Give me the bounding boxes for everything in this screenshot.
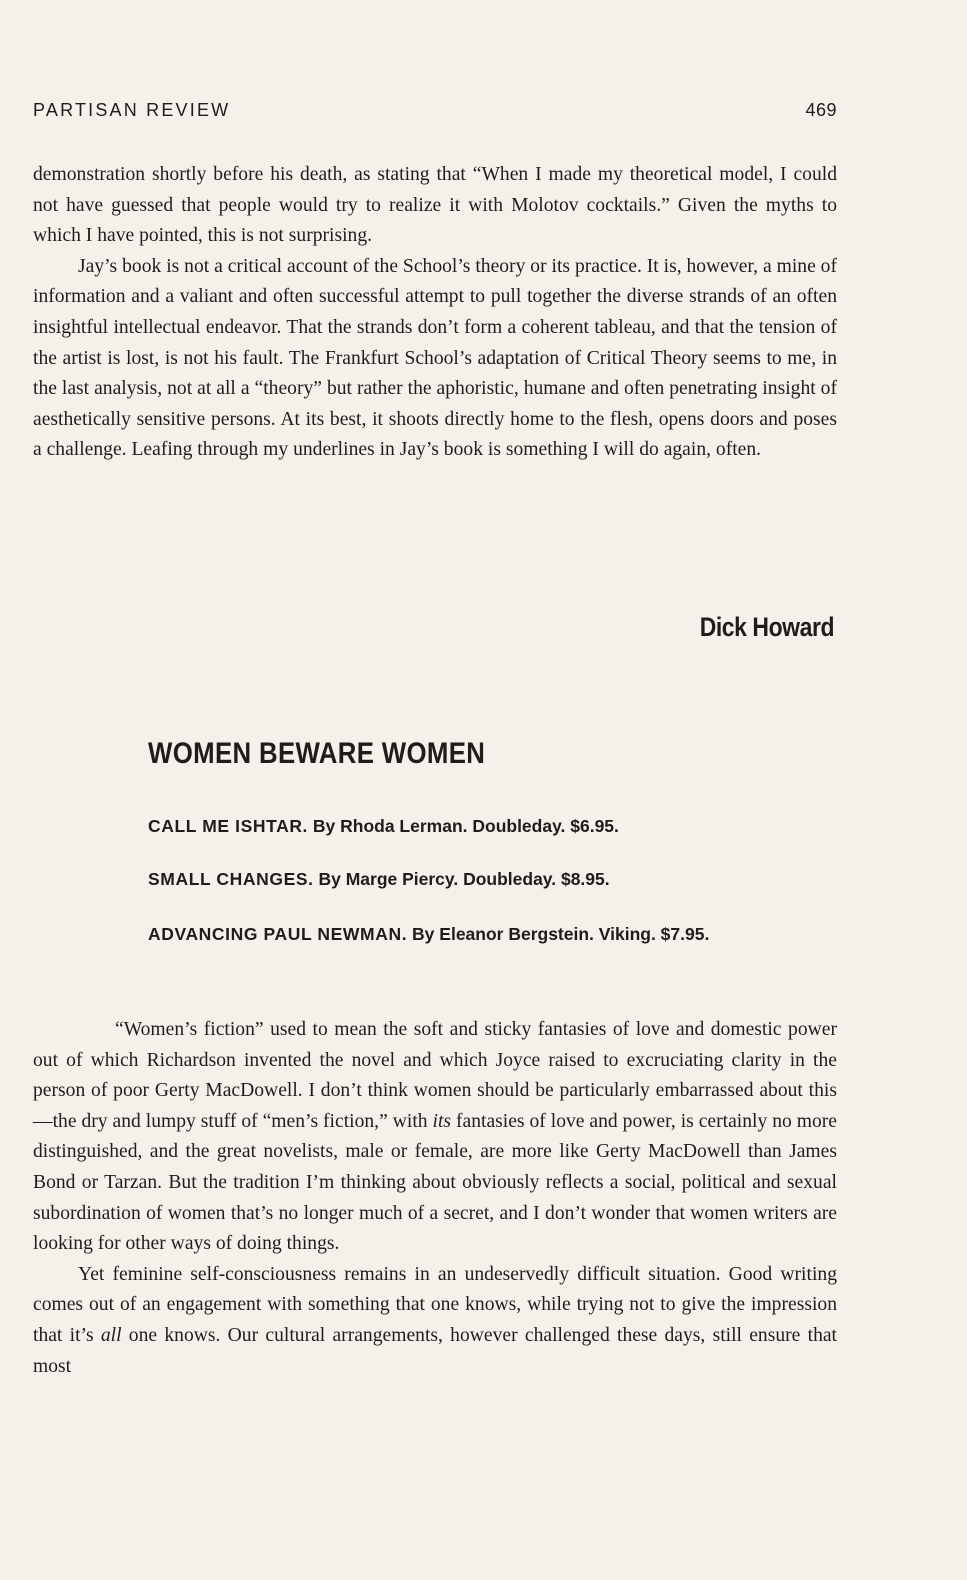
text-run: one knows. Our cultural arrangements, however challenged these days, still ensure that most [33,1324,838,1377]
review-author: Dick Howard [699,612,834,642]
paragraph: demonstration shortly before his death, as stating that “When I made my theoretical model, I could not have guessed that people would try to realize it with Molotov cocktails.” Given the myths to which I have pointed, this is not surprising. [33,164,837,247]
review-1-body [33,160,837,466]
section-title: WOMEN BEWARE WOMEN [148,737,486,770]
book-title: SMALL CHANGES. [148,869,314,889]
text-run: fantasies of love and power, is certainly no more distinguished, and the great novelists, male or female, are more like Gerty MacDowell than James Bond or Tarzan. But the tradition I’m thinking about obviously reflects a social, political and sexual subordination of women that’s no longer much of a secret, and I don’t wonder that women writers are looking for other ways of doing things. [33,1110,837,1255]
emphasis: its [432,1110,452,1132]
review-2-body [33,1015,837,1382]
text-run: Yet feminine self-consciousness remains in an undeservedly difficult situation. Good writing comes out of an engagement with something that one knows, while trying not to give the impression that it’s [33,1263,837,1346]
journal-title: PARTISAN REVIEW [33,100,231,120]
book-entry [148,865,836,893]
paragraph: Jay’s book is not a critical account of the School’s theory or its practice. It is, however, a mine of information and a valiant and often successful attempt to pull together the diverse strands of an often insightful intellectual endeavor. That the strands don’t form a coherent tableau, and that the tension of the artist is lost, is not his fault. The Frankfurt School’s adaptation of Critical Theory seems to me, in the last analysis, not at all a “theory” but rather the aphoristic, humane and often penetrating insight of aesthetically sensitive persons. At its best, it shoots directly home to the flesh, opens doors and poses a challenge. Leafing through my underlines in Jay’s book is something I will do again, often. [33,255,837,461]
book-details: By Rhoda Lerman. Doubleday. $6.95. [312,816,619,836]
page-number: 469 [805,100,837,120]
running-head [33,100,837,124]
book-title: ADVANCING PAUL NEWMAN. [148,924,408,944]
book-entry [148,920,836,948]
book-details: By Eleanor Bergstein. Viking. $7.95. [412,924,710,944]
paragraph [33,1015,837,1260]
emphasis: all [100,1324,122,1346]
book-title: CALL ME ISHTAR. [148,816,309,836]
book-entry [148,812,836,840]
book-details: By Marge Piercy. Doubleday. $8.95. [318,869,610,889]
paragraph [33,1260,837,1382]
text-run: “Women’s fiction” used to mean the soft and sticky fantasies of love and domestic power out of which Richardson invented the novel and which Joyce raised to excruciating clarity in the person of poor Gerty MacDowell. I don’t think women should be particularly embarrassed about this—the dry and lumpy stuff of “men’s fiction,” with [33,1019,837,1132]
